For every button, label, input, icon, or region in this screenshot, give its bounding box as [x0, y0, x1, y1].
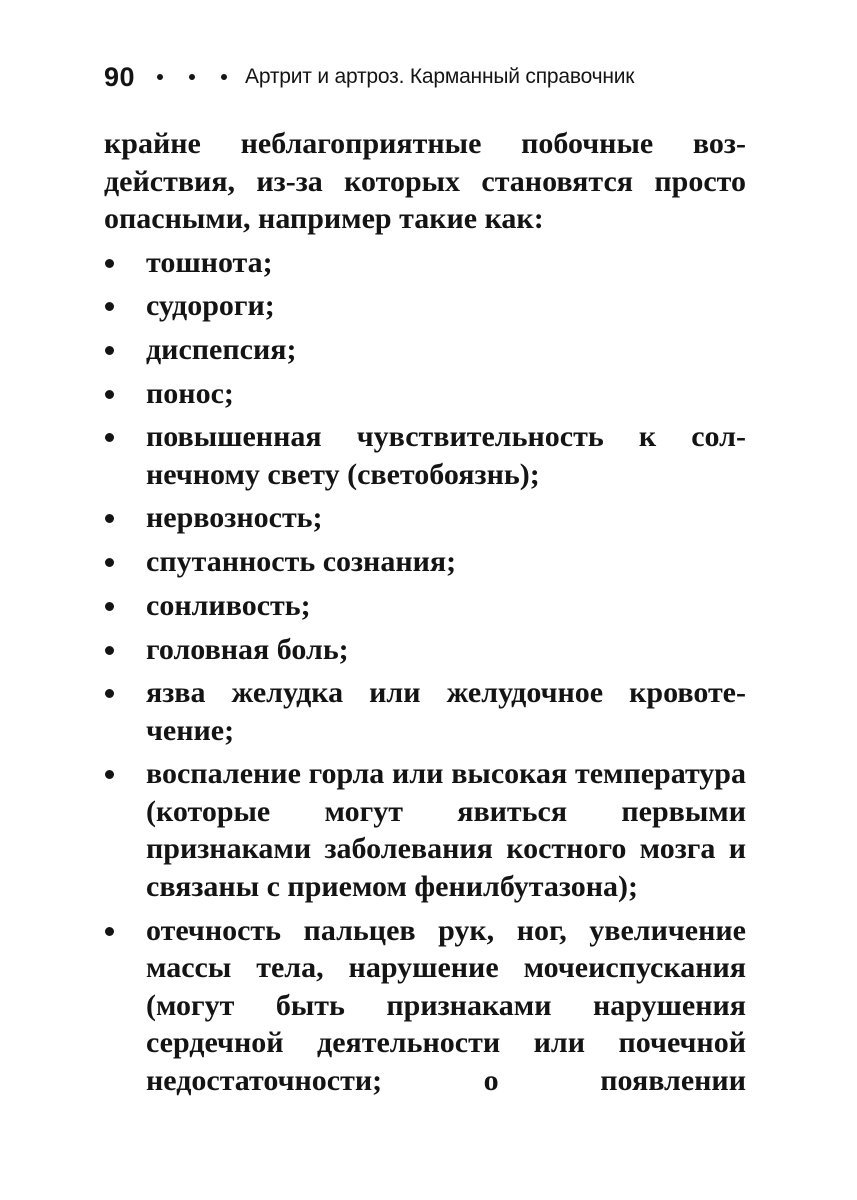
list-item: [104, 499, 746, 537]
bullet-icon: [105, 602, 114, 611]
list-item: [104, 587, 746, 625]
running-head: [104, 58, 634, 96]
book-title: Артрит и артроз. Карманный справочник: [245, 65, 635, 88]
list-item: [104, 755, 746, 905]
bullet-icon: [105, 390, 114, 399]
bullet-icon: [105, 259, 114, 268]
separator-dot: [221, 74, 227, 80]
list-item: [104, 331, 746, 369]
list-item-text: спутанность сознания;: [146, 545, 457, 579]
bullet-icon: [105, 689, 114, 698]
list-item-text: отечность пальцев рук, ног, увеличение массы тела, нарушение мочеиспускания (могут быть признаками нарушения сердечной деятельности или почечной недостаточности; о появлении: [146, 913, 746, 1097]
bullet-icon: [105, 927, 114, 936]
bullet-icon: [105, 770, 114, 779]
bullet-icon: [105, 514, 114, 523]
list-item-text: диспепсия;: [146, 332, 297, 366]
list-item-text: сонливость;: [146, 588, 311, 622]
list-item: [104, 418, 746, 493]
list-item-text: нервозность;: [146, 501, 323, 535]
list-item: [104, 375, 746, 413]
bullet-icon: [105, 346, 114, 355]
list-item-text: повышенная чувствительность к солнечному свету (светобоязнь);: [146, 420, 746, 491]
list-item: [104, 631, 746, 669]
bullet-icon: [105, 302, 114, 311]
intro-paragraph: крайне неблагоприятные побочные воздействия, из-за которых становятся просто опасными, например такие как:: [104, 127, 746, 235]
list-item: [104, 674, 746, 749]
separator-dot: [157, 74, 163, 80]
list-item: [104, 287, 746, 325]
list-item-text: тошнота;: [146, 245, 273, 279]
bullet-icon: [105, 646, 114, 655]
main-text: [104, 125, 746, 1105]
page-number: 90: [104, 61, 136, 92]
list-item-text: понос;: [146, 376, 234, 410]
list-item-text: судороги;: [146, 289, 275, 323]
separator-dots: [157, 74, 227, 80]
list-item: [104, 244, 746, 282]
list-item: [104, 912, 746, 1100]
side-effects-list: [104, 244, 746, 1100]
bullet-icon: [105, 558, 114, 567]
list-item: [104, 543, 746, 581]
list-item-text: воспаление горла или высокая температура (которые могут явиться первыми признаками заболевания костного мозга и связаны с приемом фенилбутазона);: [146, 757, 746, 903]
bullet-icon: [105, 433, 114, 442]
separator-dot: [189, 74, 195, 80]
list-item-text: головная боль;: [146, 632, 349, 666]
list-item-text: язва желудка или желудочное кровотечение;: [146, 676, 746, 747]
